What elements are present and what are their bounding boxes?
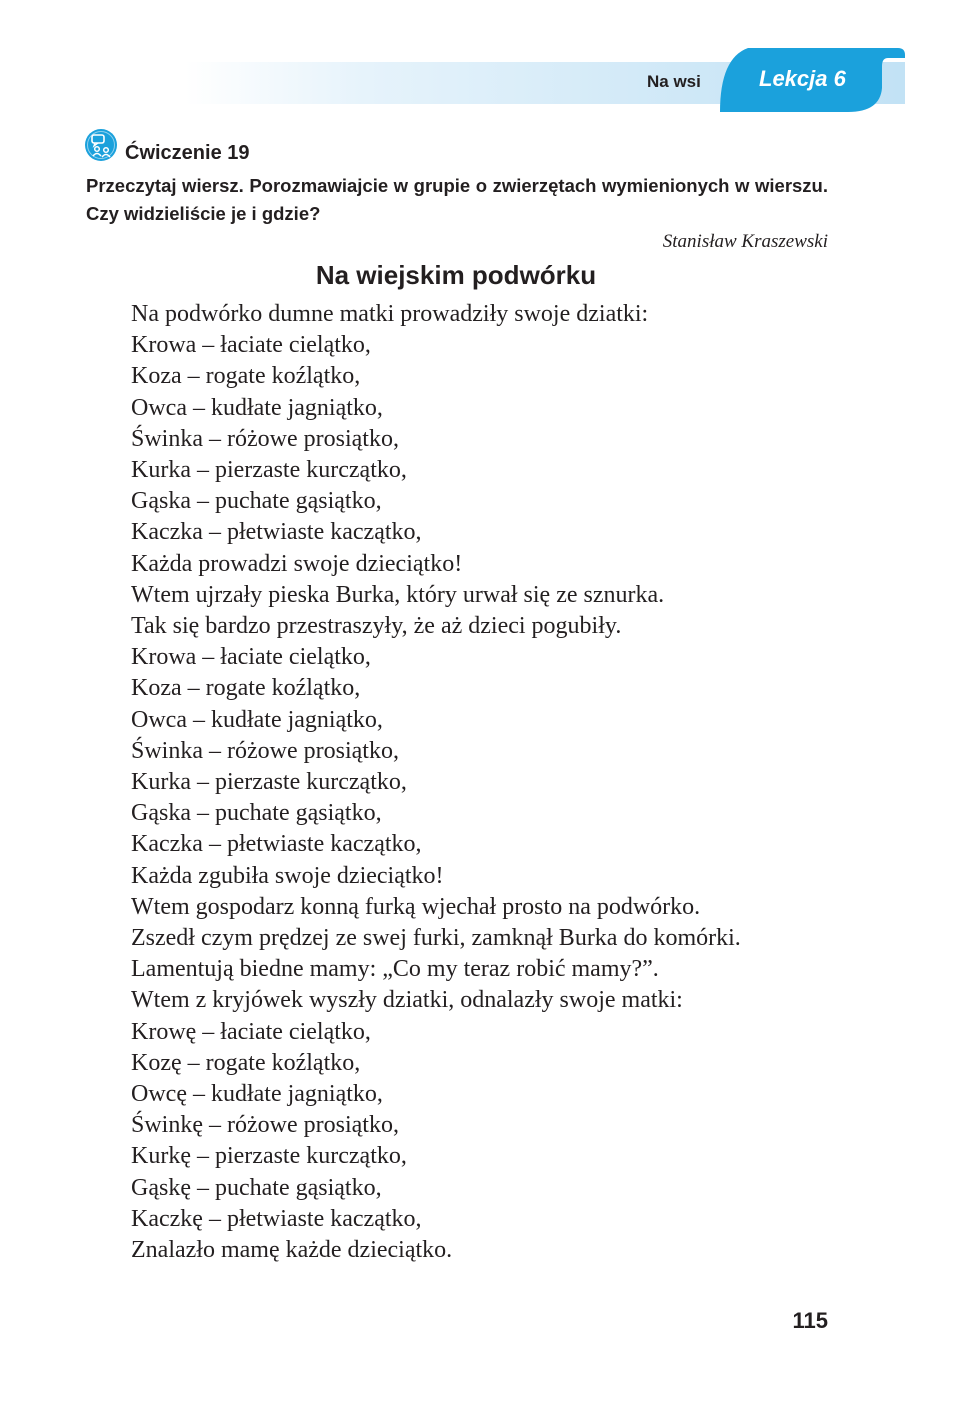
poem-line: Znalazło mamę każde dzieciątko. xyxy=(131,1237,453,1264)
group-discussion-icon xyxy=(84,128,118,162)
poem-line: Wtem gospodarz konną furką wjechał prosto na podwórko. xyxy=(131,893,701,920)
poem-line: Koza – rogate koźlątko, xyxy=(131,363,361,390)
poem-line: Owca – kudłate jagniątko, xyxy=(131,394,383,421)
exercise-title: Ćwiczenie 19 xyxy=(125,142,250,164)
poem-line: Wtem ujrzały pieska Burka, który urwał się ze sznurka. xyxy=(131,581,665,608)
page-number: 115 xyxy=(792,1308,828,1333)
poem-line: Świnkę – różowe prosiątko, xyxy=(131,1112,399,1139)
poem-line: Owcę – kudłate jagniątko, xyxy=(131,1081,383,1108)
poem-line: Kurka – pierzaste kurczątko, xyxy=(131,457,407,484)
poem-line: Lamentują biedne mamy: „Co my teraz robić mamy?”. xyxy=(131,956,659,983)
poem-line: Krowa – łaciate cielątko, xyxy=(131,332,371,359)
poem-line: Gąska – puchate gąsiątko, xyxy=(131,800,382,827)
poem-line: Owca – kudłate jagniątko, xyxy=(131,706,383,733)
poem-author: Stanisław Kraszewski xyxy=(662,231,828,252)
poem-line: Gąska – puchate gąsiątko, xyxy=(131,488,382,515)
poem-text xyxy=(131,299,741,1266)
poem-line: Świnka – różowe prosiątko, xyxy=(131,737,399,764)
poem-line: Na podwórko dumne matki prowadziły swoje dziatki: xyxy=(131,301,649,327)
poem-line: Kaczka – płetwiaste kaczątko, xyxy=(131,519,422,546)
poem-line: Tak się bardzo przestraszyły, że aż dzieci pogubiły. xyxy=(131,613,622,640)
section-label: Na wsi xyxy=(647,72,701,91)
poem-line: Kaczkę – płetwiaste kaczątko, xyxy=(131,1205,422,1232)
poem-line: Wtem z kryjówek wyszły dziatki, odnalazły swoje matki: xyxy=(131,987,683,1014)
poem-line: Kurkę – pierzaste kurczątko, xyxy=(131,1143,407,1170)
poem-line: Koza – rogate koźlątko, xyxy=(131,675,361,702)
exercise-instruction: Przeczytaj wiersz. Porozmawiajcie w grupie o zwierzętach wymienionych w wierszu. Czy widzieliście je i gdzie? xyxy=(86,175,828,224)
poem-line: Kozę – rogate koźlątko, xyxy=(131,1049,361,1076)
poem-title: Na wiejskim podwórku xyxy=(315,260,597,290)
poem-line: Zszedł czym prędzej ze swej furki, zamknął Burka do komórki. xyxy=(131,925,741,952)
lesson-label: Lekcja 6 xyxy=(759,66,846,91)
poem-line: Kaczka – płetwiaste kaczątko, xyxy=(131,831,422,858)
poem-line: Krowę – łaciate cielątko, xyxy=(131,1018,371,1045)
poem-line: Gąskę – puchate gąsiątko, xyxy=(131,1174,382,1201)
poem-line: Każda zgubiła swoje dzieciątko! xyxy=(131,862,444,889)
poem-line: Krowa – łaciate cielątko, xyxy=(131,644,371,671)
poem-line: Świnka – różowe prosiątko, xyxy=(131,425,399,452)
poem-line: Kurka – pierzaste kurczątko, xyxy=(131,769,407,796)
poem-line: Każda prowadzi swoje dzieciątko! xyxy=(131,550,463,577)
